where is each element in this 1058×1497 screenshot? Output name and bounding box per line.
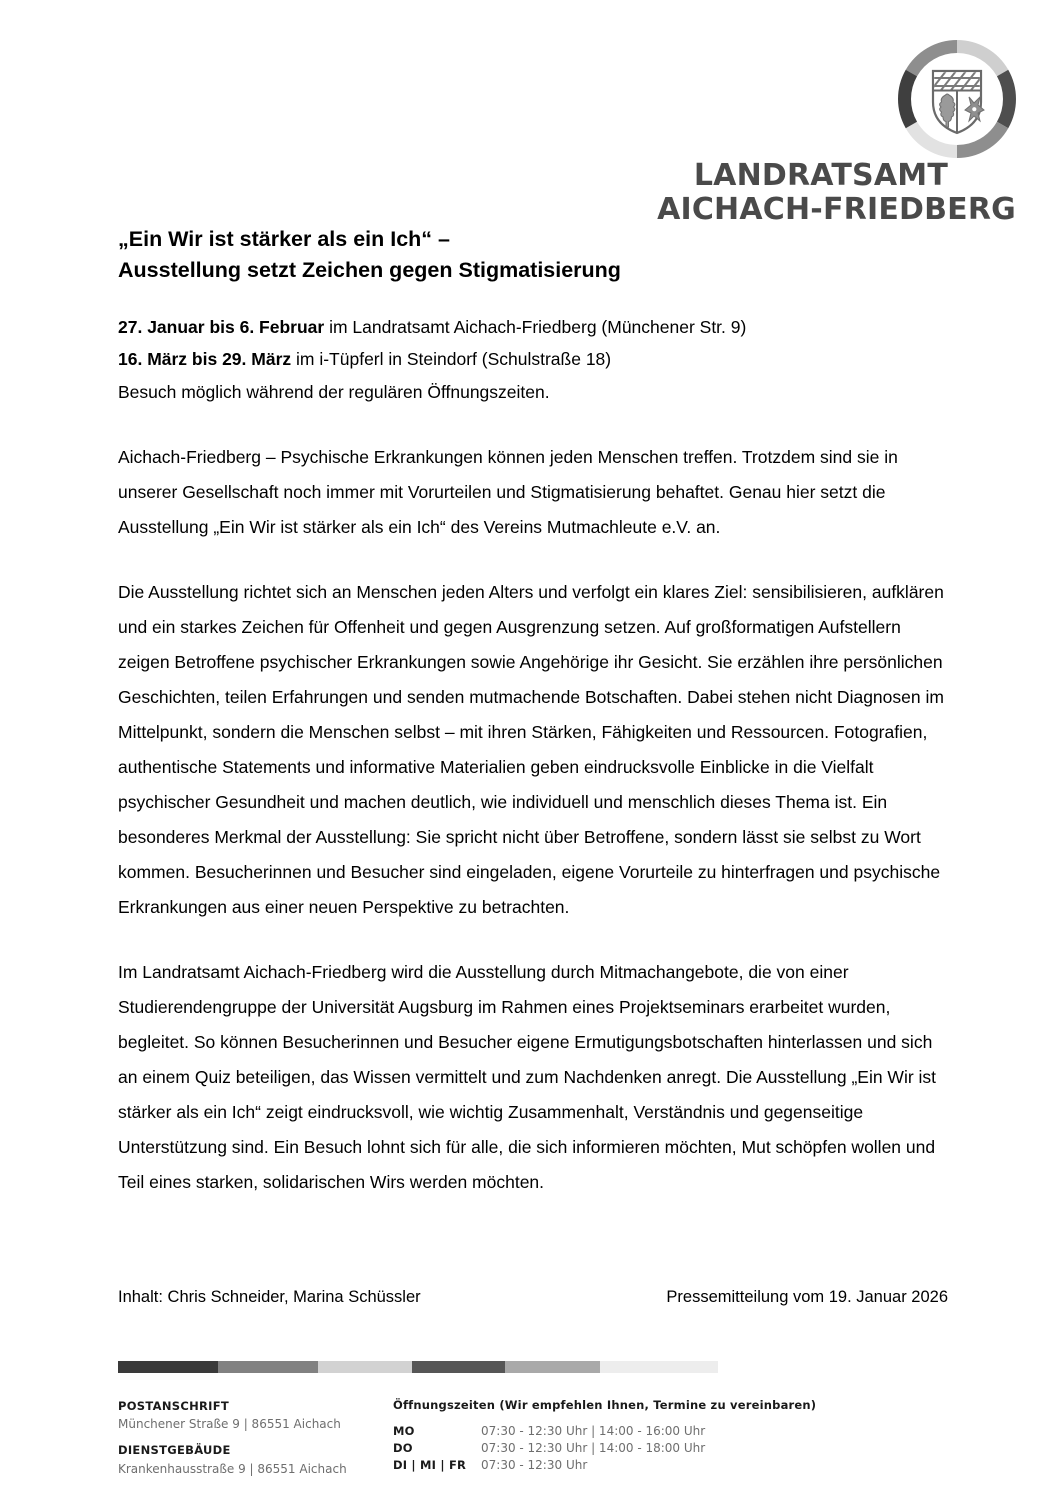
footer-bar-segment-4 [412, 1361, 505, 1373]
office-building-value: Krankenhausstraße 9 | 86551 Aichach [118, 1461, 347, 1476]
page-title-line-1: „Ein Wir ist stärker als ein Ich“ – [118, 227, 450, 251]
footer-bar-segment-3 [318, 1361, 412, 1373]
shield-graphic [928, 66, 1000, 133]
logo-line-aichach-friedberg: AICHACH-FRIEDBERG [657, 192, 1016, 228]
document-content [118, 224, 948, 1200]
logo-top-row [898, 40, 1016, 158]
press-release-date: Pressemitteilung vom 19. Januar 2026 [666, 1288, 948, 1306]
footer-bar-segment-6 [600, 1361, 718, 1373]
page-title [118, 224, 948, 285]
logo-line-landratsamt: LANDRATSAMT [693, 158, 948, 193]
event-detail-line-2 [118, 343, 948, 375]
footer-bar-segment-5 [505, 1361, 600, 1373]
opening-hours-time: 07:30 - 12:30 Uhr | 14:00 - 16:00 Uhr [481, 1424, 706, 1438]
opening-hours-time: 07:30 - 12:30 Uhr [481, 1458, 588, 1473]
article-body [118, 440, 948, 1200]
footer-bar-segment-2 [218, 1361, 318, 1373]
event-details [118, 311, 948, 408]
landratsamt-logo [657, 40, 1016, 228]
office-building-label: DIENSTGEBÄUDE [118, 1443, 231, 1458]
opening-hours-time: 07:30 - 12:30 Uhr | 14:00 - 18:00 Uhr [481, 1441, 706, 1456]
event-location-2: im i-Tüpferl in Steindorf (Schulstraße 18) [291, 349, 612, 370]
event-date-2: 16. März bis 29. März [118, 349, 292, 370]
event-detail-line-1 [118, 311, 948, 343]
page-title-line-2: Ausstellung setzt Zeichen gegen Stigmatisierung [118, 257, 621, 282]
postal-address-value: Münchener Straße 9 | 86551 Aichach [118, 1417, 341, 1432]
article-paragraph-2: Die Ausstellung richtet sich an Menschen jeden Alters und verfolgt ein klares Ziel: sensibilisieren, aufklären und ein starkes Zeichen für Offenheit und gegen Ausgrenzung setzen. Auf großformatigen Aufstellern zeigen Betroffene psychischer Erkrankungen sowie Angehörige ihr Gesicht. Sie erzählen ihre persönlichen Geschichten, teilen Erfahrungen und senden mutmachende Botschaften. Dabei stehen nicht Diagnosen im Mittelpunkt, sondern die Menschen selbst – mit ihren Stärken, Fähigkeiten und Ressourcen. Fotografien, authentische Statements und informative Materialien geben eindrucksvolle Einblicke in die Vielfalt psychischer Gesundheit und machen deutlich, wie individuell und menschlich dieses Thema ist. Ein besonderes Merkmal der Ausstellung: Sie spricht nicht über Betroffene, sondern lässt sie selbst zu Wort kommen. Besucherinnen und Besucher sind eingeladen, eigene Vorurteile zu hinterfragen und psychische Erkrankungen aus einer neuen Perspektive zu betrachten. [118, 582, 944, 918]
footer-hours-column [393, 1398, 948, 1478]
footer-bar-segment-1 [118, 1361, 218, 1373]
event-date-1: 27. Januar bis 6. Februar [118, 317, 325, 338]
opening-hours-day: DI | MI | FR [393, 1458, 467, 1473]
opening-hours-list [393, 1423, 948, 1474]
content-authors: Inhalt: Chris Schneider, Marina Schüssler [118, 1288, 421, 1306]
footer-color-bar [118, 1361, 718, 1373]
opening-hours-title: Öffnungszeiten (Wir empfehlen Ihnen, Termine zu vereinbaren) [393, 1398, 817, 1412]
credits-row [118, 1288, 948, 1307]
opening-hours-day: DO [393, 1441, 413, 1456]
footer-address-column [118, 1398, 393, 1478]
article-paragraph-3: Im Landratsamt Aichach-Friedberg wird die Ausstellung durch Mitmachangebote, die von einer Studierendengruppe der Universität Augsburg im Rahmen eines Projektseminars erarbeitet wurden, begleitet. So können Besucherinnen und Besucher eigene Ermutigungsbotschaften hinterlassen und sich an einem Quiz beteiligen, das Wissen vermittelt und zum Nachdenken anregt. Die Ausstellung „Ein Wir ist stärker als ein Ich“ zeigt eindrucksvoll, wie wichtig Zusammenhalt, Verständnis und gegenseitige Unterstützung sind. Ein Besuch lohnt sich für alle, die sich informieren möchten, Mut schöpfen wollen und Teil eines starken, solidarischen Wirs werden möchten. [118, 962, 937, 1193]
postal-address-label: POSTANSCHRIFT [118, 1399, 230, 1413]
event-location-1: im Landratsamt Aichach-Friedberg (Münchener Str. 9) [324, 317, 747, 338]
logo-wordmark [657, 158, 1016, 228]
event-opening-note: Besuch möglich während der regulären Öffnungszeiten. [118, 381, 550, 402]
opening-hours-row [393, 1457, 948, 1474]
opening-hours-row [393, 1440, 948, 1457]
coat-of-arms-icon [898, 40, 1016, 158]
article-paragraph-1: Aichach-Friedberg – Psychische Erkrankungen können jeden Menschen treffen. Trotzdem sind sie in unserer Gesellschaft noch immer mit Vorurteilen und Stigmatisierung behaftet. Genau hier setzt die Ausstellung „Ein Wir ist stärker als ein Ich“ des Vereins Mutmachleute e.V. an. [118, 447, 898, 538]
footer [118, 1398, 948, 1478]
opening-hours-row [393, 1423, 948, 1440]
opening-hours-day: MO [393, 1424, 415, 1438]
